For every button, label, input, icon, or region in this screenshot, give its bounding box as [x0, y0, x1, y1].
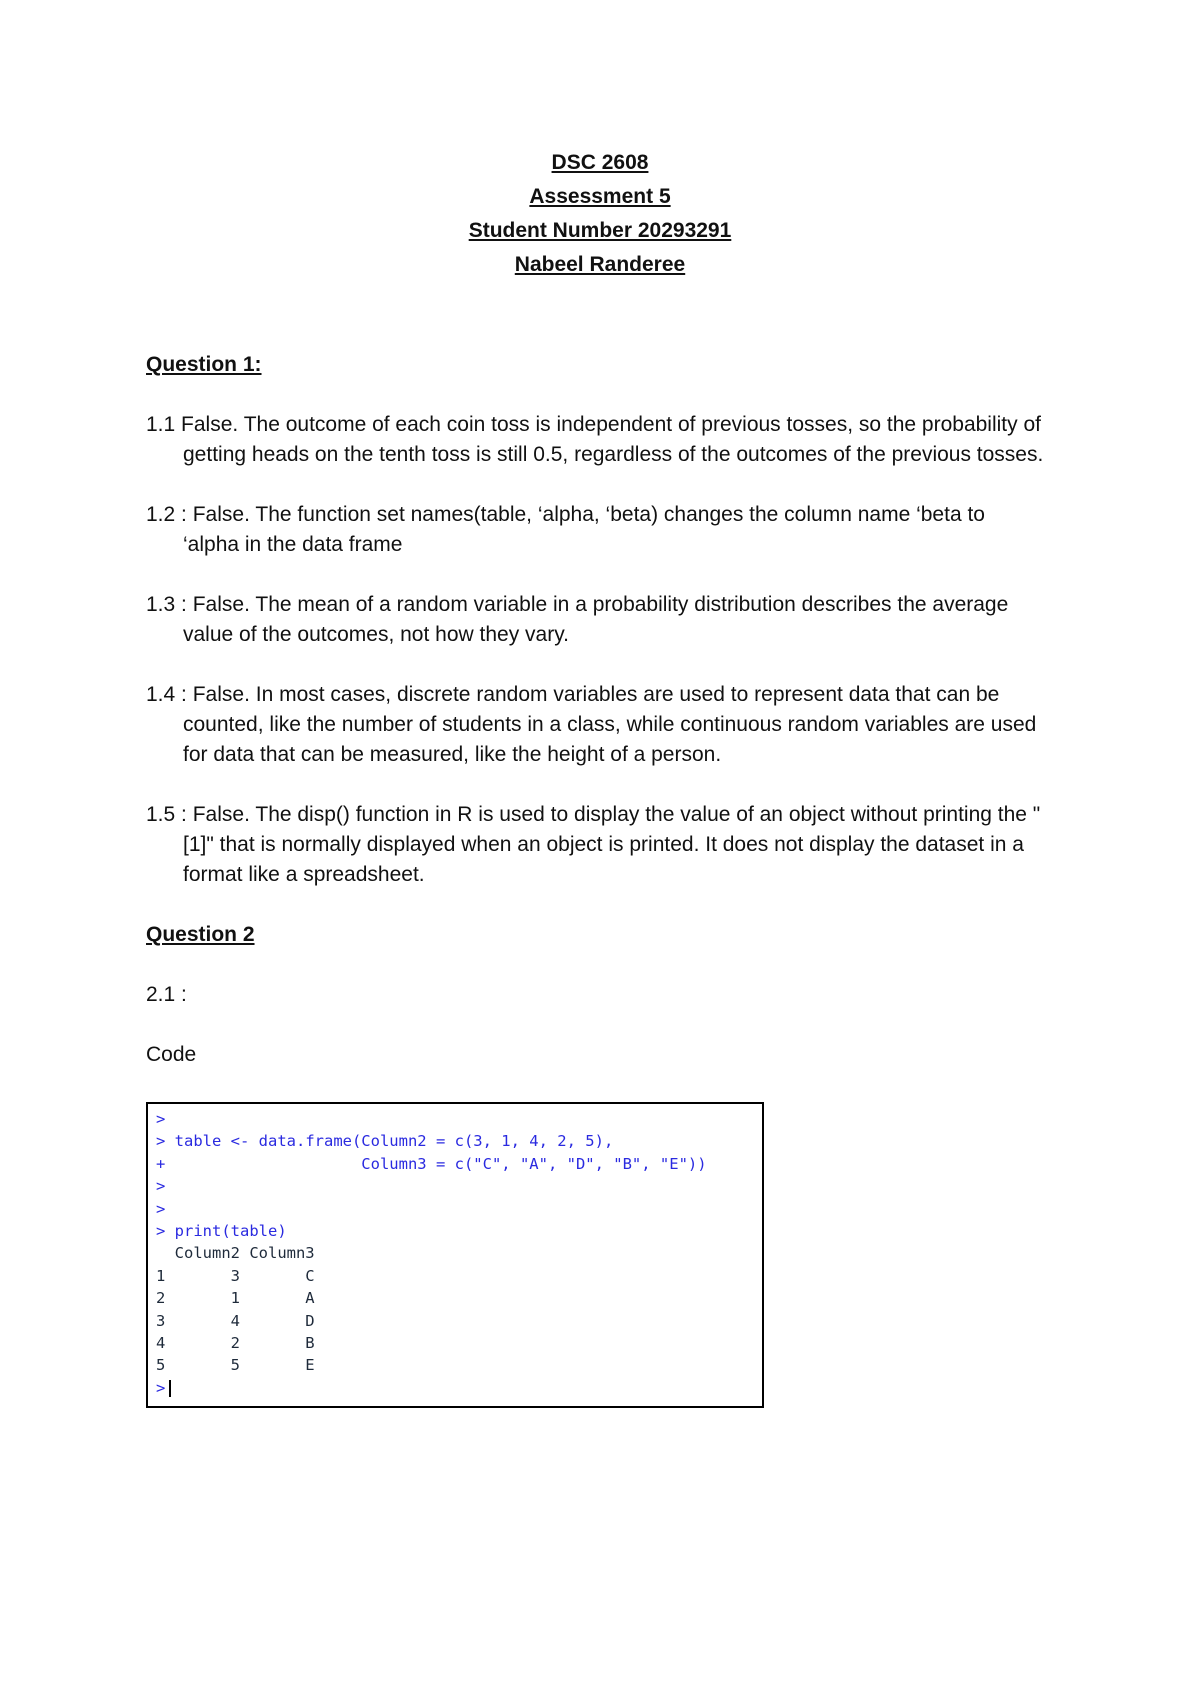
console-line: > table <- data.frame(Column2 = c(3, 1, 4, 2, 5),	[156, 1132, 614, 1151]
console-line: + Column3 = c("C", "A", "D", "B", "E"))	[156, 1154, 707, 1173]
code-label: Code	[146, 1043, 197, 1066]
console-output-row: 1 3 C	[156, 1266, 315, 1285]
console-line: >	[156, 1177, 166, 1196]
answer-1-4: 1.4 : False. In most cases, discrete random variables are used to represent data that can be counted, like the number of students in a class, while continuous random variables are used for data that can be measured, like the height of a person.	[146, 683, 1037, 766]
question-2-heading: Question 2	[146, 923, 255, 946]
console-line: >	[156, 1199, 166, 1218]
r-console-screenshot	[146, 1102, 764, 1408]
console-line: > print(table)	[156, 1221, 287, 1240]
text-cursor	[169, 1380, 171, 1397]
answer-1-3: 1.3 : False. The mean of a random variable in a probability distribution describes the average value of the outcomes, not how they vary.	[146, 593, 1009, 646]
answer-1-2: 1.2 : False. The function set names(table, ‘alpha, ‘beta) changes the column name ‘beta to ‘alpha in the data frame	[146, 503, 985, 556]
console-line: >	[156, 1110, 166, 1128]
console-output-header: Column2 Column3	[156, 1244, 315, 1263]
student-name: Nabeel Randeree	[514, 253, 686, 276]
console-output-row: 2 1 A	[156, 1289, 315, 1308]
assessment-title: Assessment 5	[529, 185, 671, 208]
console-output-row: 4 2 B	[156, 1333, 315, 1352]
student-number: Student Number 20293291	[468, 219, 732, 242]
console-output-row: 3 4 D	[156, 1311, 315, 1330]
sub-question-label: 2.1 :	[146, 983, 187, 1006]
question-1-heading: Question 1:	[146, 353, 262, 376]
answer-1-1: 1.1 False. The outcome of each coin toss is independent of previous tosses, so the probability of getting heads on the tenth toss is still 0.5, regardless of the outcomes of the previous tosses.	[146, 413, 1044, 466]
document-header	[0, 146, 1200, 282]
console-final-prompt: >	[156, 1377, 754, 1399]
answer-1-5: 1.5 : False. The disp() function in R is used to display the value of an object without printing the " [1]" that is normally displayed when an object is printed. It does not display the dataset in a format like a spreadsheet.	[146, 803, 1041, 886]
console-output-row: 5 5 E	[156, 1356, 315, 1375]
document-body	[146, 350, 1046, 1070]
course-code: DSC 2608	[551, 151, 649, 174]
